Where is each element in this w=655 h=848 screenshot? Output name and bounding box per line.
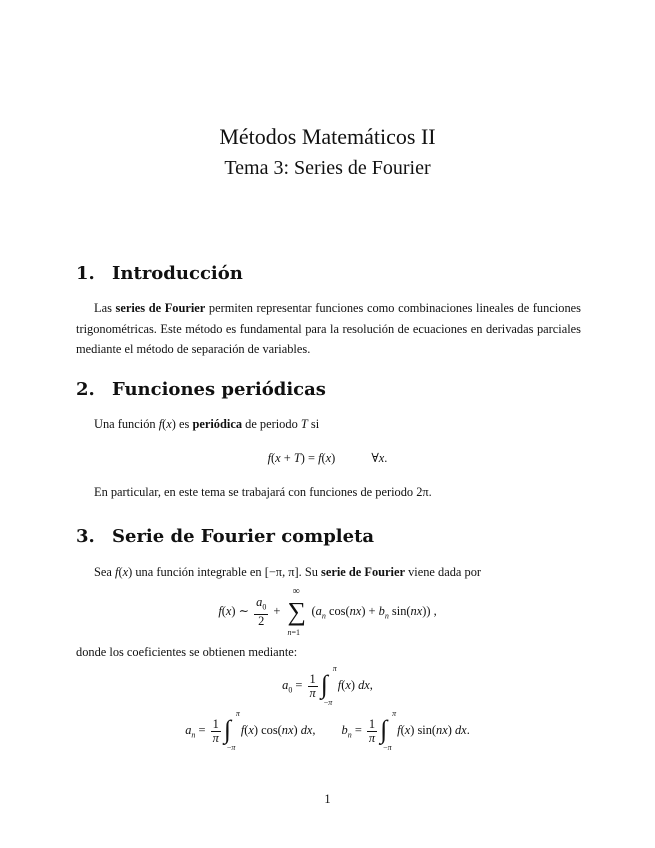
a0-equation: $a_0$ = $\frac{1}{\pi}$ π ∫ −π f(x) dx, [282, 664, 373, 707]
summation-symbol: ∞ ∑ n=1 [287, 586, 307, 637]
integral-symbol: π ∫ −π [380, 709, 397, 752]
section-heading-introduccion [76, 263, 243, 284]
periodic-definition-line: Una función f(x) es periódica de periodo T si [94, 417, 320, 431]
fourier-intro-line: Sea f(x) una función integrable en [−π, π]. Su serie de Fourier viene dada por [94, 565, 482, 579]
fourier-series-equation: f(x) ∼ $\frac{a_0}{2}$ + ∞ ∑ n=1 ($a_n$ $\cos(nx) + b_n$ sin(nx)) , [218, 586, 437, 637]
section-number: 3. [76, 526, 95, 547]
fourier-text-2: una función integrable en [−π, π]. Su [132, 565, 322, 579]
section-number: 1. [76, 263, 95, 284]
fourier-text-3: viene dada por [404, 565, 482, 579]
coefficients-intro-line: donde los coeficientes se obtienen mediante: [76, 645, 298, 659]
periodic-text-1: Una función [94, 417, 159, 431]
page-number: 1 [324, 792, 331, 806]
periodic-text-3: de periodo [242, 417, 301, 431]
periodic-text-4: si [307, 417, 320, 431]
integral-symbol: π ∫ −π [320, 664, 337, 707]
an-bn-equations: $a_n$ = $\frac{1}{\pi}$ π ∫ −π f(x) cos(nx) dx, $b_n$ = $\frac{1}{\pi}$ π ∫ −π f(x) sin(nx) dx. [185, 709, 470, 752]
document-subtitle: Tema 3: Series de Fourier [224, 157, 431, 179]
section-number: 2. [76, 379, 95, 400]
intro-text-1: Las [94, 301, 116, 315]
section-heading-periodicas [76, 379, 326, 400]
periodic-text-2: es [175, 417, 193, 431]
section-title: Serie de Fourier completa [112, 526, 375, 547]
periodic-note-line: En particular, en este tema se trabajará con funciones de periodo 2π. [94, 485, 432, 499]
intro-bold-term: series de Fourier [115, 301, 206, 315]
section-heading-fourier [76, 526, 374, 547]
fourier-text-1: Sea [94, 565, 115, 579]
integral-symbol: π ∫ −π [223, 709, 240, 752]
document-title: Métodos Matemáticos II [219, 124, 436, 149]
intro-text-2: permiten representar funciones como combinaciones lineales de funciones trigonométricas. Este método es fundamental para la resolución de ecuaciones en derivadas parciales mediante el método de separación de variables. [76, 301, 581, 356]
fourier-bold-term: serie de Fourier [321, 565, 405, 579]
periodic-bold-term: periódica [192, 417, 243, 431]
section-title: Funciones periódicas [112, 379, 326, 400]
section-title: Introducción [112, 263, 243, 284]
intro-paragraph [76, 298, 581, 360]
periodicity-equation: f(x + T) = f(x) ∀x. [267, 451, 388, 465]
